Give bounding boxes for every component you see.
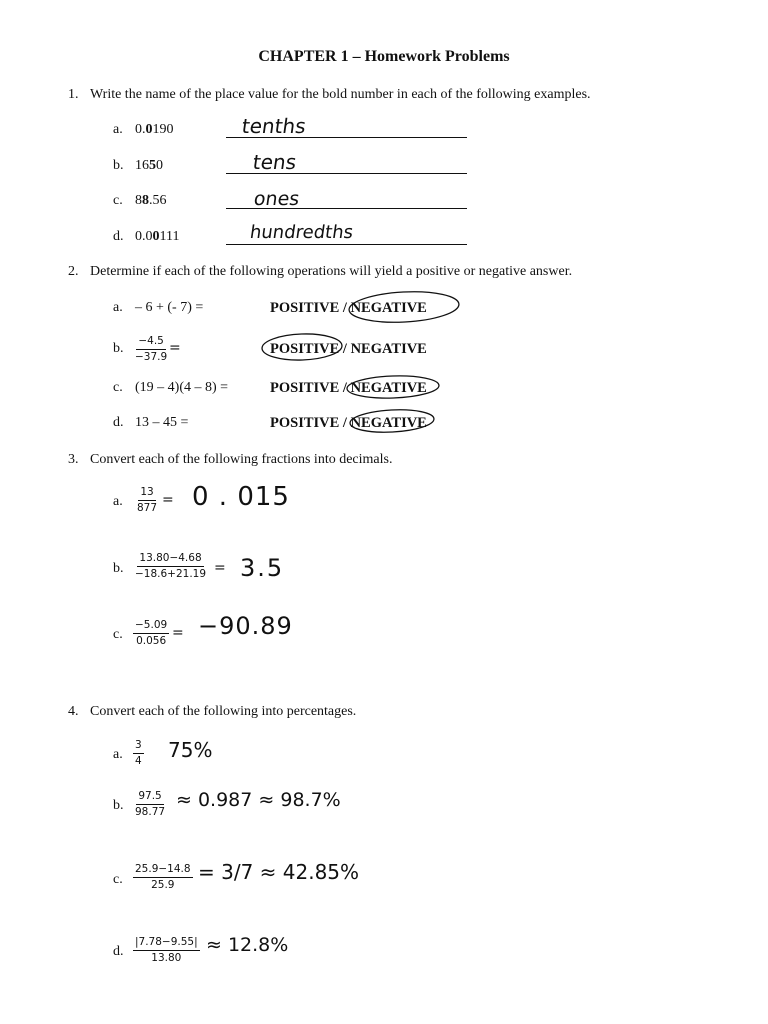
question-prompt: Convert each of the following fractions into decimals. <box>90 452 393 467</box>
handwritten-answer: ≈ 12.8% <box>206 934 289 956</box>
handwritten-answer: ≈ 0.987 ≈ 98.7% <box>176 789 341 811</box>
expression: – 6 + (- 7) = <box>135 300 204 315</box>
item-label: a. <box>113 122 123 137</box>
circle-mark <box>262 333 343 362</box>
item-label: b. <box>113 561 124 576</box>
question-prompt: Write the name of the place value for the bold number in each of the following examples. <box>90 87 591 102</box>
circle-mark <box>348 289 459 325</box>
fraction-denominator: 25.9 <box>151 879 175 892</box>
item-label: d. <box>113 229 124 244</box>
fraction-numerator: 25.9−14.8 <box>133 863 193 878</box>
positive-negative-options: POSITIVE / NEGATIVE <box>270 341 427 357</box>
handwritten-answer: 3.5 <box>240 554 285 582</box>
question-prompt: Determine if each of the following operations will yield a positive or negative answer. <box>90 264 573 279</box>
expression: 13 – 45 = <box>135 415 189 430</box>
handwritten-answer: 0 . 015 <box>192 482 290 512</box>
handwritten-answer: −90.89 <box>198 612 293 640</box>
item-label: b. <box>113 158 124 173</box>
place-value-number: 88.56 <box>135 193 167 208</box>
fraction-numerator: 13.80−4.68 <box>137 552 203 567</box>
place-value-number: 0.0190 <box>135 122 174 137</box>
equals-sign: = <box>169 340 181 356</box>
handwritten-answer: tenths <box>240 114 308 138</box>
positive-negative-options: POSITIVE / NEGATIVE <box>270 415 427 431</box>
question-number: 1. <box>68 87 79 102</box>
item-label: b. <box>113 341 124 356</box>
fraction-numerator: 13 <box>138 486 155 501</box>
positive-negative-options: POSITIVE / NEGATIVE <box>270 300 427 316</box>
page-title: CHAPTER 1 – Homework Problems <box>258 48 510 65</box>
expression: (19 – 4)(4 – 8) = <box>135 380 229 395</box>
fraction-numerator: |7.78−9.55| <box>133 936 200 951</box>
item-label: d. <box>113 944 124 959</box>
circle-mark <box>349 408 434 434</box>
handwritten-answer: hundredths <box>248 222 355 243</box>
fraction-denominator: 4 <box>135 755 142 768</box>
fraction-denominator: −18.6+21.19 <box>135 568 207 581</box>
handwritten-answer: tens <box>251 150 298 174</box>
fraction-denominator: 13.80 <box>151 952 182 965</box>
handwritten-answer: ones <box>252 188 301 210</box>
question-prompt: Convert each of the following into percentages. <box>90 704 357 719</box>
fraction-denominator: 877 <box>137 502 158 515</box>
fraction-numerator: −4.5 <box>136 335 166 350</box>
fraction-denominator: 0.056 <box>136 635 167 648</box>
fraction-numerator: 3 <box>133 739 144 754</box>
item-label: a. <box>113 300 123 315</box>
fraction-denominator: −37.9 <box>135 351 168 364</box>
item-label: c. <box>113 627 123 642</box>
equals-sign: = <box>162 492 174 508</box>
handwritten-answer: 75% <box>168 738 213 762</box>
item-label: a. <box>113 747 123 762</box>
place-value-number: 0.00111 <box>135 229 180 244</box>
question-number: 3. <box>68 452 79 467</box>
circle-mark <box>347 374 440 399</box>
question-number: 4. <box>68 704 79 719</box>
item-label: c. <box>113 872 123 887</box>
item-label: d. <box>113 415 124 430</box>
equals-sign: = <box>214 560 226 576</box>
equals-sign: = <box>172 625 184 641</box>
place-value-number: 1650 <box>135 158 163 173</box>
handwritten-answer: = 3/7 ≈ 42.85% <box>198 860 360 884</box>
positive-negative-options: POSITIVE / NEGATIVE <box>270 380 427 396</box>
item-label: a. <box>113 494 123 509</box>
item-label: c. <box>113 380 123 395</box>
fraction-numerator: 97.5 <box>136 790 163 805</box>
item-label: b. <box>113 798 124 813</box>
fraction-denominator: 98.77 <box>135 806 166 819</box>
item-label: c. <box>113 193 123 208</box>
fraction-numerator: −5.09 <box>133 619 169 634</box>
question-number: 2. <box>68 264 79 279</box>
